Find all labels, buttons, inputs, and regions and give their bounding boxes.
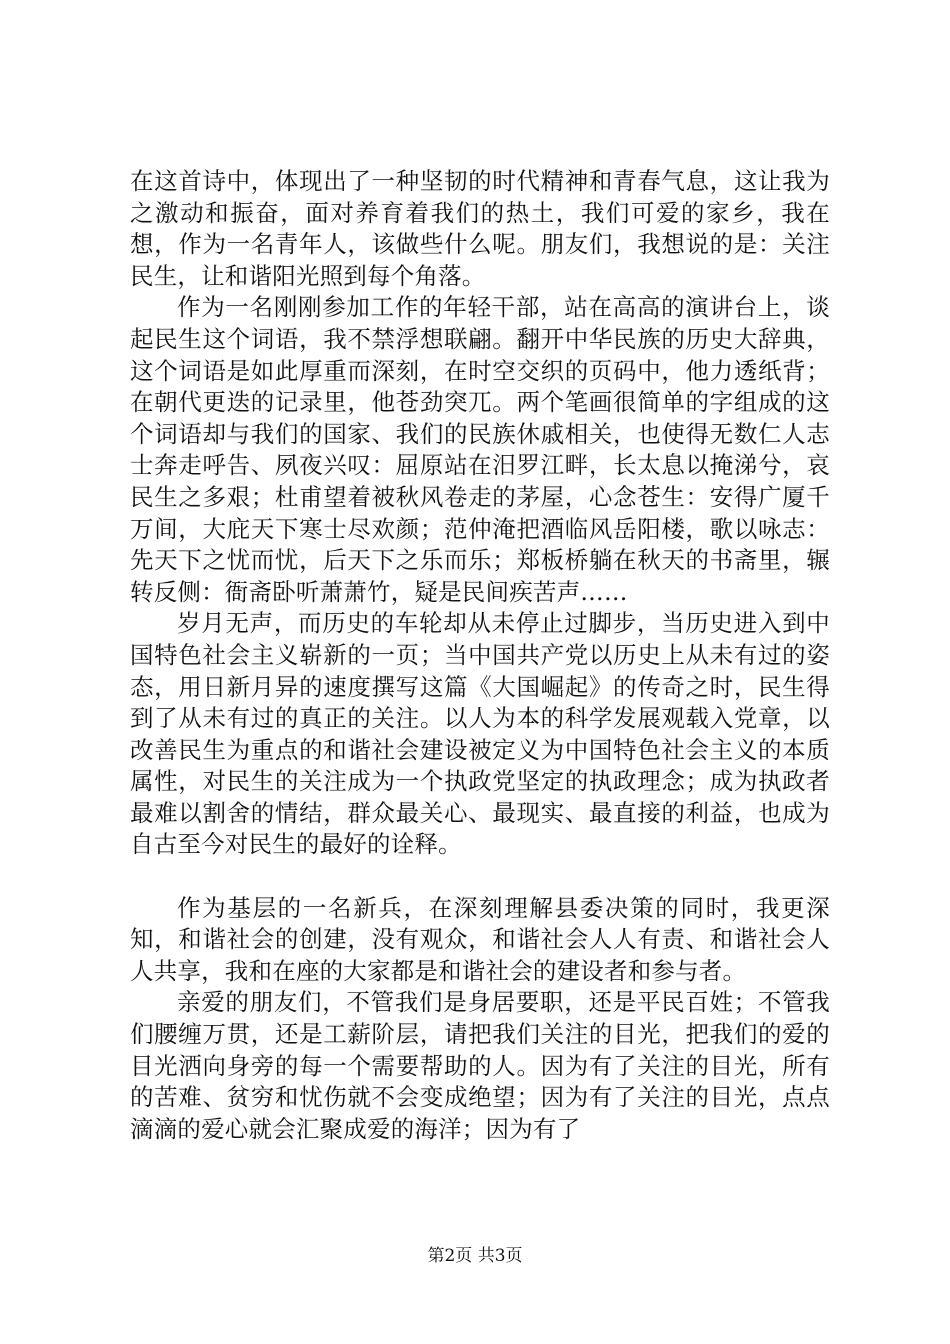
paragraph-3: 岁月无声，而历史的车轮却从未停止过脚步，当历史进入到中国特色社会主义崭新的一页；当中国共产党以历史上从未有过的姿态，用日新月异的速度撰写这篇《大国崛起》的传奇之时，民生得到了从未有过的真正的关注。以人为本的科学发展观载入党章，以改善民生为重点的和谐社会建设被定义为中国特色社会主义的本质属性，对民生的关注成为一个执政党坚定的执政理念；成为执政者最难以割舍的情结，群众最关心、最现实、最直接的利益，也成为自古至今对民生的最好的诠释。 xyxy=(130,609,830,859)
paragraph-4: 作为基层的一名新兵，在深刻理解县委决策的同时，我更深知，和谐社会的创建，没有观众，和谐社会人人有责、和谐社会人人共享，我和在座的大家都是和谐社会的建设者和参与者。 xyxy=(130,893,830,985)
document-body xyxy=(130,166,830,1145)
page-footer: 第2页 共3页 xyxy=(427,1246,523,1266)
paragraph-5: 亲爱的朋友们，不管我们是身居要职，还是平民百姓；不管我们腰缠万贯，还是工薪阶层，请把我们关注的目光，把我们的爱的目光洒向身旁的每一个需要帮助的人。因为有了关注的目光，所有的苦难、贫穷和忧伤就不会变成绝望；因为有了关注的目光，点点滴滴的爱心就会汇聚成爱的海洋；因为有了 xyxy=(130,988,830,1143)
paragraph-1: 在这首诗中，体现出了一种坚韧的时代精神和青春气息，这让我为之激动和振奋，面对养育着我们的热土，我们可爱的家乡，我在想，作为一名青年人，该做些什么呢。朋友们，我想说的是：关注民生，让和谐阳光照到每个角落。 xyxy=(130,167,830,290)
paragraph-2: 作为一名刚刚参加工作的年轻干部，站在高高的演讲台上，谈起民生这个词语，我不禁浮想联翩。翻开中华民族的历史大辞典，这个词语是如此厚重而深刻，在时空交织的页码中，他力透纸背；在朝代更迭的记录里，他苍劲突兀。两个笔画很简单的字组成的这个词语却与我们的国家、我们的民族休戚相关，也使得无数仁人志士奔走呼告、夙夜兴叹：屈原站在汨罗江畔，长太息以掩涕兮，哀民生之多艰；杜甫望着被秋风卷走的茅屋，心念苍生：安得广厦千万间，大庇天下寒士尽欢颜；范仲淹把酒临风岳阳楼，歌以咏志：先天下之忧而忧，后天下之乐而乐；郑板桥躺在秋天的书斋里，辗转反侧：衙斋卧听萧萧竹，疑是民间疾苦声…… xyxy=(130,293,830,606)
